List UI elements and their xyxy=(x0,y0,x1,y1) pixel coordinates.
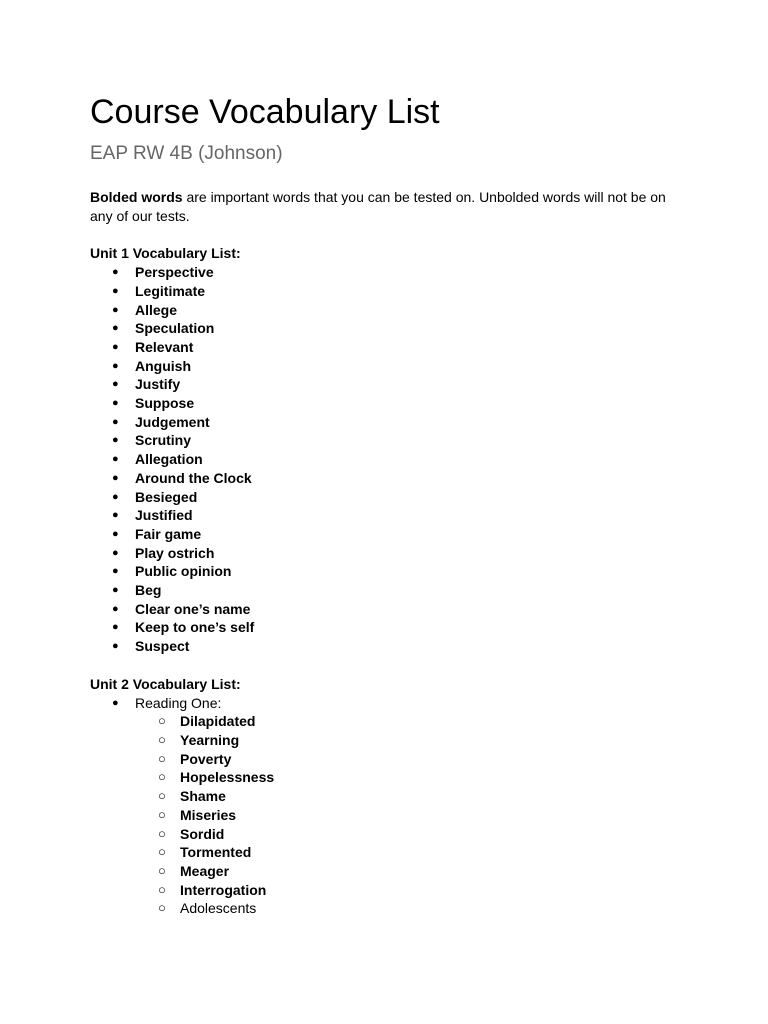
hollow-bullet-icon xyxy=(158,862,166,882)
vocab-word: Shame xyxy=(180,788,226,805)
intro-bold-text: Bolded words xyxy=(90,189,183,205)
bullet-icon xyxy=(112,618,119,637)
list-item xyxy=(90,843,690,862)
list-item xyxy=(90,806,690,825)
list-item xyxy=(90,525,690,544)
bullet-icon xyxy=(112,694,119,713)
list-item xyxy=(90,862,690,881)
hollow-bullet-icon xyxy=(158,787,166,807)
vocab-word: Judgement xyxy=(135,413,210,430)
unit2-heading: Unit 2 Vocabulary List: xyxy=(90,675,241,692)
vocab-word: Allegation xyxy=(135,451,203,468)
hollow-bullet-icon xyxy=(158,806,166,826)
vocab-word: Yearning xyxy=(180,731,240,748)
bullet-icon xyxy=(112,282,119,301)
bullet-icon xyxy=(112,600,119,619)
unit2-word-list xyxy=(90,694,690,713)
list-item xyxy=(90,899,690,918)
bullet-icon xyxy=(112,450,119,469)
page-subtitle: EAP RW 4B (Johnson) xyxy=(90,143,283,164)
vocab-word: Besieged xyxy=(135,488,198,505)
list-item xyxy=(90,600,690,619)
bullet-icon xyxy=(112,394,119,413)
vocab-word: Miseries xyxy=(180,806,237,823)
unit1-heading: Unit 1 Vocabulary List: xyxy=(90,245,241,262)
vocab-word: Relevant xyxy=(135,338,194,355)
bullet-icon xyxy=(112,562,119,581)
vocab-word: Hopelessness xyxy=(180,769,275,786)
vocab-word: Interrogation xyxy=(180,881,267,898)
hollow-bullet-icon xyxy=(158,881,166,901)
list-item xyxy=(90,282,690,301)
unit1-word-list xyxy=(90,263,690,656)
bullet-icon xyxy=(112,488,119,507)
vocab-word: Anguish xyxy=(135,357,191,374)
vocab-word: Meager xyxy=(180,862,230,879)
bullet-icon xyxy=(112,413,119,432)
hollow-bullet-icon xyxy=(158,768,166,788)
list-item xyxy=(90,881,690,900)
vocab-word: Scrutiny xyxy=(135,432,192,449)
bullet-icon xyxy=(112,525,119,544)
intro-text: are important words that you can be tested on. Unbolded words will not be on any of our tests. xyxy=(90,189,666,224)
vocab-word: Perspective xyxy=(135,264,214,281)
list-item xyxy=(90,431,690,450)
list-item xyxy=(90,263,690,282)
reading-one-word-list xyxy=(90,712,690,918)
bullet-icon xyxy=(112,637,119,656)
bullet-icon xyxy=(112,357,119,376)
hollow-bullet-icon xyxy=(158,825,166,845)
bullet-icon xyxy=(112,263,119,282)
list-item xyxy=(90,338,690,357)
list-item xyxy=(90,562,690,581)
bullet-icon xyxy=(112,506,119,525)
vocab-word: Justified xyxy=(135,507,193,524)
list-item xyxy=(90,787,690,806)
list-item xyxy=(90,712,690,731)
vocab-word: Dilapidated xyxy=(180,713,256,730)
vocab-word: Suppose xyxy=(135,395,195,412)
list-item xyxy=(90,413,690,432)
bullet-icon xyxy=(112,338,119,357)
vocab-word: Fair game xyxy=(135,525,202,542)
vocab-word: Public opinion xyxy=(135,563,232,580)
bullet-icon xyxy=(112,319,119,338)
list-item xyxy=(90,825,690,844)
vocab-word: Play ostrich xyxy=(135,544,215,561)
vocab-word: Justify xyxy=(135,376,181,393)
vocab-word: Suspect xyxy=(135,638,190,655)
vocab-word: Adolescents xyxy=(180,900,257,917)
hollow-bullet-icon xyxy=(158,731,166,751)
vocab-word: Beg xyxy=(135,582,162,599)
bullet-icon xyxy=(112,301,119,320)
bullet-icon xyxy=(112,375,119,394)
vocab-word: Around the Clock xyxy=(135,469,252,486)
list-item xyxy=(90,394,690,413)
intro-paragraph xyxy=(90,188,690,225)
bullet-icon xyxy=(112,581,119,600)
list-item xyxy=(90,375,690,394)
list-item xyxy=(90,750,690,769)
bullet-icon xyxy=(112,544,119,563)
hollow-bullet-icon xyxy=(158,899,166,919)
bullet-icon xyxy=(112,431,119,450)
list-item xyxy=(90,581,690,600)
vocab-word: Tormented xyxy=(180,844,252,861)
list-item xyxy=(90,506,690,525)
reading-one-label: Reading One: xyxy=(135,694,222,711)
list-item xyxy=(90,319,690,338)
list-item xyxy=(90,731,690,750)
page-title: Course Vocabulary List xyxy=(90,93,440,131)
hollow-bullet-icon xyxy=(158,712,166,732)
vocab-word: Sordid xyxy=(180,825,225,842)
vocab-word: Poverty xyxy=(180,750,232,767)
list-item xyxy=(90,357,690,376)
hollow-bullet-icon xyxy=(158,843,166,863)
vocab-word: Allege xyxy=(135,301,178,318)
list-item xyxy=(90,469,690,488)
hollow-bullet-icon xyxy=(158,750,166,770)
list-item xyxy=(90,637,690,656)
vocab-word: Legitimate xyxy=(135,282,206,299)
list-item xyxy=(90,488,690,507)
list-item xyxy=(90,768,690,787)
list-item xyxy=(90,544,690,563)
vocab-word: Keep to one’s self xyxy=(135,619,255,636)
document-page xyxy=(90,92,690,918)
vocab-word: Speculation xyxy=(135,320,215,337)
vocab-word: Clear one’s name xyxy=(135,600,251,617)
list-item-reading-one xyxy=(90,694,690,713)
bullet-icon xyxy=(112,469,119,488)
list-item xyxy=(90,618,690,637)
list-item xyxy=(90,450,690,469)
list-item xyxy=(90,301,690,320)
